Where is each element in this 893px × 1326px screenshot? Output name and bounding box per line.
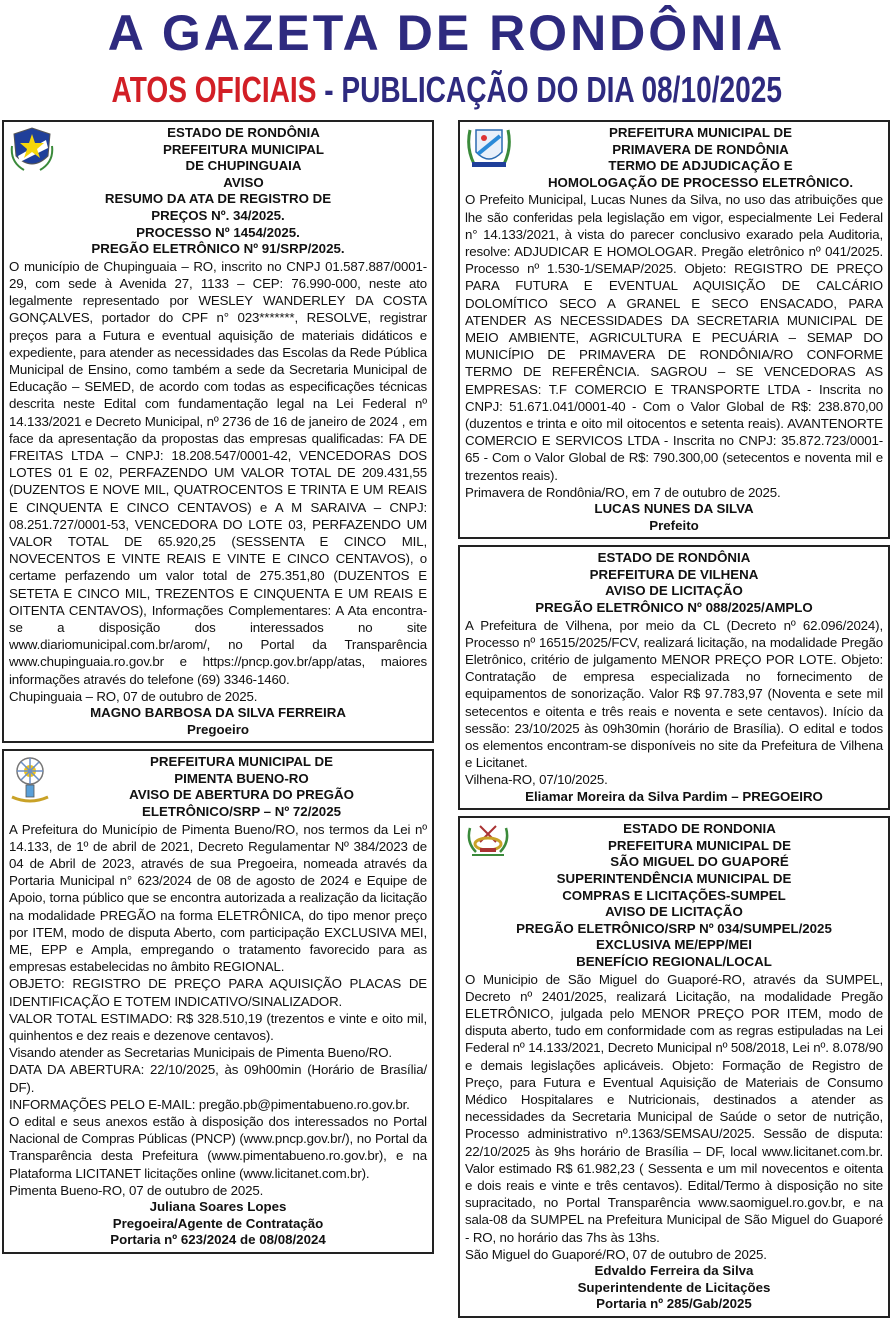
notice-title-line: PREFEITURA MUNICIPAL DE xyxy=(608,837,791,853)
notice-signature-line: Portaria nº 285/Gab/2025 xyxy=(596,1296,752,1312)
notice-paragraph: São Miguel do Guaporé/RO, 07 de outubro de 2025. xyxy=(465,1246,767,1262)
notice-title-line: ESTADO DE RONDÔNIA xyxy=(167,125,320,140)
newspaper-masthead: A GAZETA DE RONDÔNIA xyxy=(107,5,786,61)
notice-signature-line: Juliana Soares Lopes xyxy=(149,1199,287,1215)
notice-paragraph: INFORMAÇÕES PELO E-MAIL: pregão.pb@pimentabueno.ro.gov.br. xyxy=(9,1096,410,1112)
notice-title-line: ESTADO DE RONDONIA xyxy=(623,821,776,837)
notice-title-line: PROCESSO Nº 1454/2025. xyxy=(136,224,300,240)
notice-paragraph: Vilhena-RO, 07/10/2025. xyxy=(465,772,608,788)
notice-title-line: ESTADO DE RONDÔNIA xyxy=(597,550,751,566)
notice-title-line: AVISO DE LICITAÇÃO xyxy=(605,904,743,920)
notice-title-line: DE CHUPINGUAIA xyxy=(185,158,302,174)
notice-signature-line: Superintendente de Licitações xyxy=(577,1279,771,1295)
notice-title-line: PREGÃO ELETRÔNICO Nº 91/SRP/2025. xyxy=(91,241,345,257)
primavera-de-rondonia-coat-of-arms-icon xyxy=(466,126,512,175)
notice-title-line: ELETRÔNICO/SRP – Nº 72/2025 xyxy=(142,804,341,819)
notice-signature-line: Eliamar Moreira da Silva Pardim – PREGOEIRO xyxy=(525,788,823,804)
notice-title-line: RESUMO DA ATA DE REGISTRO DE xyxy=(104,191,332,207)
notice-title-line: PREÇOS Nº. 34/2025. xyxy=(151,207,285,223)
notice-title-line: PREGÃO ELETRÔNICO Nº 088/2025/AMPLO xyxy=(535,600,813,615)
notice-title-line: PRIMAVERA DE RONDÔNIA xyxy=(612,141,789,157)
notice-columns xyxy=(0,112,893,1326)
sao-miguel-do-guapore-coat-of-arms-icon xyxy=(466,822,510,863)
notice-signature-line: Pregoeira/Agente de Contratação xyxy=(112,1215,324,1231)
notice-primavera xyxy=(458,120,890,539)
notice-paragraph: A Prefeitura do Município de Pimenta Bueno/RO, nos termos da Lei nº 14.133, de 1º de abril de 2021, Decreto Regulamentar Nº 384/2023 de 04 de Abril de 2023, através de sua Pregoeira, nomeada através da Portaria Municipal n° 623/2024 de 08 de agosto de 2024 e Equipe de Apoio, torna público que se encontra autorizada a realização da licitação na modalidade PREGÃO na forma ELETRÔNICA, do tipo menor preço por ITEM, modo de disputa Aberto, com participação EXCLUSIVA MEI, ME, EPP e Ampla, empregando o tratamento favorecido para as empresas estabelecidas no âmbito REGIONAL. xyxy=(9,821,427,975)
notice-title-line: HOMOLOGAÇÃO DE PROCESSO ELETRÔNICO. xyxy=(547,174,854,190)
notice-title-line: PIMENTA BUENO-RO xyxy=(174,770,309,786)
notice-paragraph: A Prefeitura de Vilhena, por meio da CL (Decreto nº 62.096/2024), Processo nº 16515/2025/FCV, realizará licitação, na modalidade Pregão Eletrônico, critério de julgamento MENOR PREÇO POR LOTE. Objeto: Contratação de empresa especializada no fornecimento de equipamentos de sonorização. Valor R$ 97.783,97 (Noventa e sete mil setecentos e oitenta e três reais e noventa e sete centavos). Início da sessão: 23/10/2025 às 09h30min (horário de Brasília). O edital e todos os elementos encontram-se disponíveis no site da Prefeitura de Vilhena e Licitanet. xyxy=(465,617,883,771)
notice-chupinguaia xyxy=(2,120,434,743)
separator: - xyxy=(316,69,342,110)
notice-paragraph: O município de Chupinguaia – RO, inscrito no CNPJ 01.587.887/0001-29, com sede à Avenida 27, 1133 – CEP: 76.990-000, neste ato legalmente representado por WESLEY WANDERLEY DA COSTA GONÇALVES, portador do CPF n° 023*******, RESOLVE, registrar preços para a Futura e eventual aquisição de materiais didáticos e expediente, para atender as necessidades das Escolas da Rede Pública Municipal de Ensino, como também a sede da Secretaria Municipal de Educação – SEMED, de acordo com todas as especificações técnicas descrita neste Edital com fundamentação legal na Lei Federal nº 14.133/2021 e Decreto Municipal, nº 2736 de 16 de janeiro de 2024 , em face da apresentação da propostas das empresas qualificadas: FA DE FREITAS LTDA – CNPJ: 18.208.547/0001-42, VENCEDORAS DOS LOTES 01 E 02, PERFAZENDO UM VALOR TOTAL DE 209.431,55 (DUZENTOS E NOVE MIL, QUATROCENTOS E TRINTA E UM REAIS E CINQUENTA E CINCO CENTAVOS) e A M SARAIVA – CNPJ: 08.251.727/0001-53, VENCEDORA DO LOTE 03, PERFAZENDO UM VALOR TOTAL DE 65.920,25 (SESSENTA E CINCO MIL, NOVECENTOS E VINTE REAIS E VINTE E CINCO CENTAVOS), o certame perfazendo um valor total de 275.351,80 (DUZENTOS E SETETA E CINCO MIL, TREZENTOS E CINQUENTA E UM REAIS E OITENTA CENTAVOS), Informações Complementares: A Ata encontra-se a disposição dos interessados no site www.diariomunicipal.com.br/arom/, no Portal da Transparência www.chupinguaia.ro.gov.br e https://pncp.gov.br/app/atas, maiores informações através do telefone (69) 3346-1460. xyxy=(9,258,427,687)
section-header xyxy=(0,70,893,112)
publication-date: PUBLICAÇÃO DO DIA 08/10/2025 xyxy=(341,69,782,110)
notice-title-line: SÃO MIGUEL DO GUAPORÉ xyxy=(610,854,789,870)
notice-title-line: PREFEITURA MUNICIPAL DE xyxy=(609,125,792,140)
notice-title-line: BENEFÍCIO REGIONAL/LOCAL xyxy=(576,953,772,969)
notice-paragraph: VALOR TOTAL ESTIMADO: R$ 328.510,19 (trezentos e vinte e oito mil, quinhentos e dez reais e dezenove centavos). xyxy=(9,1010,427,1044)
notice-signature-line: Edvaldo Ferreira da Silva xyxy=(594,1263,754,1279)
notice-vilhena xyxy=(458,545,890,810)
notice-signature-line: Pregoeiro xyxy=(186,721,250,737)
pimenta-bueno-coat-of-arms-icon xyxy=(10,755,50,812)
left-column xyxy=(2,120,434,1254)
notice-pimenta-bueno xyxy=(2,749,434,1254)
notice-title-line: AVISO DE ABERTURA DO PREGÃO xyxy=(129,787,354,803)
notice-title-line: AVISO DE LICITAÇÃO xyxy=(605,583,743,599)
notice-title-line: PREFEITURA MUNICIPAL DE xyxy=(150,754,333,770)
notice-paragraph: OBJETO: REGISTRO DE PREÇO PARA AQUISIÇÃO PLACAS DE IDENTIFICAÇÃO E TOTEM INDICATIVO/SINALIZADOR. xyxy=(9,976,427,1009)
notice-paragraph: Visando atender as Secretarias Municipais de Pimenta Bueno/RO. xyxy=(9,1045,392,1061)
notice-title-line: PREFEITURA DE VILHENA xyxy=(589,566,759,582)
notice-paragraph: O Prefeito Municipal, Lucas Nunes da Silva, no uso das atribuições que lhe são conferidas pela legislação em vigor, especialmente Lei Federal n° 14.133/2021, à vista do parecer conclusivo exarado pela Auditoria, resolve: ADJUDICAR E HOMOLOGAR. Pregão eletrônico nº 041/2025. Processo nº 1.530-1/SEMAP/2025. Objeto: REGISTRO DE PREÇO PARA FUTURA E EVENTUAL AQUISIÇÃO DE CALCÁRIO DOLOMÍTICO SECO A GRANEL E SECO ENSACADO, PARA ATENDER AS NECESSIDADES DA SECRETARIA MUNICIPAL DE MEIO AMBIENTE, AGRICULTURA E PECUÁRIA – SEMAP DO MUNICÍPIO DE PRIMAVERA DE RONDÔNIA/RO CONFORME TERMO DE REFERÊNCIA. SAGROU – SE VENCEDORAS AS EMPRESAS: T.F COMERCIO E TRANSPORTE LTDA - Inscrita no CNPJ: 51.671.041/0001-40 - Com o Valor Global de R$: 238.870,00 (duzentos e trinta e oito mil oitocentos e setenta reais). AVANTENORTE COMERCIO E SERVICOS LTDA - Inscrita no CNPJ: 35.872.723/0001-65 - Com o Valor Global de R$: 790.300,00 (setecentos e noventa mil e trezentos reais). xyxy=(465,192,883,483)
notice-title-line: EXCLUSIVA ME/EPP/MEI xyxy=(596,937,752,953)
notice-paragraph: O Municipio de São Miguel do Guaporé-RO, através da SUMPEL, Decreto nº 2401/2025, realizará Licitação, na modalidade Pregão ELETRÔNICO, julgada pelo MENOR PREÇO POR ITEM, modo de disputa aberto, tudo em conformidade com as regras estipuladas na Lei Federal nº 14.133/2021, Decreto Municipal nº 508/2018, Lei nº. 8.078/90 e demais legislações aplicáveis. Objeto: Formação de Registro de Preço, para Futura e Eventual Aquisição de Materiais de Consumo Médico Hospitalares e Nutricionais, destinados a atender as necessidades da Secretaria Municipal de Saúde o setor de nutrição, Processo administrativo nº.1363/SEMSAU/2025. Sessão de disputa: 22/10/2025 às 9hs horário de Brasília – DF, local www.licitanet.com.br. Valor estimado R$ 61.982,23 ( Sessenta e um mil novecentos e oitenta e dois reais e vinte e três centavos). Edital/Termo à disposição no site supracitado, no Portal Transparência www.saomiguel.ro.gov.br, e na sala-08 da SUMPEL na Prefeitura Municipal de São Miguel do Guaporé - RO, no horário das 7hs às 13hs. xyxy=(465,971,883,1245)
rondonia-state-coat-of-arms-icon xyxy=(10,126,54,179)
notice-title-line: PREGÃO ELETRÔNICO/SRP Nº 034/SUMPEL/2025 xyxy=(516,920,832,936)
notice-paragraph: Primavera de Rondônia/RO, em 7 de outubro de 2025. xyxy=(465,484,781,500)
notice-sao-miguel xyxy=(458,816,890,1318)
notice-signature-line: LUCAS NUNES DA SILVA xyxy=(594,501,754,517)
notice-signature-line: MAGNO BARBOSA DA SILVA FERREIRA xyxy=(90,705,346,721)
notice-signature-line: Prefeito xyxy=(649,517,699,533)
notice-paragraph: O edital e seus anexos estão à disposição dos interessados no Portal Nacional de Compras Públicas (PNCP) (www.pncp.gov.br/), no Portal da Transparência desta Prefeitura (www.pimentabueno.ro.gov.br), e na Plataforma LICITANET licitações online (www.licitanet.com.br). xyxy=(9,1114,427,1181)
notice-signature-line: Portaria nº 623/2024 de 08/08/2024 xyxy=(110,1232,326,1248)
notice-paragraph: Chupinguaia – RO, 07 de outubro de 2025. xyxy=(9,688,258,704)
notice-paragraph: DATA DA ABERTURA: 22/10/2025, às 09h00min (Horário de Brasília/ DF). xyxy=(9,1062,427,1095)
notice-title-line: TERMO DE ADJUDICAÇÃO E xyxy=(608,158,793,174)
notice-paragraph: Pimenta Bueno-RO, 07 de outubro de 2025. xyxy=(9,1182,264,1198)
section-label: ATOS OFICIAIS xyxy=(111,69,317,110)
notice-title-line: AVISO xyxy=(223,174,264,190)
right-column xyxy=(458,120,890,1318)
notice-title-line: SUPERINTENDÊNCIA MUNICIPAL DE xyxy=(556,871,792,886)
notice-title-line: PREFEITURA MUNICIPAL xyxy=(162,141,325,157)
notice-title-line: COMPRAS E LICITAÇÕES-SUMPEL xyxy=(562,887,786,903)
